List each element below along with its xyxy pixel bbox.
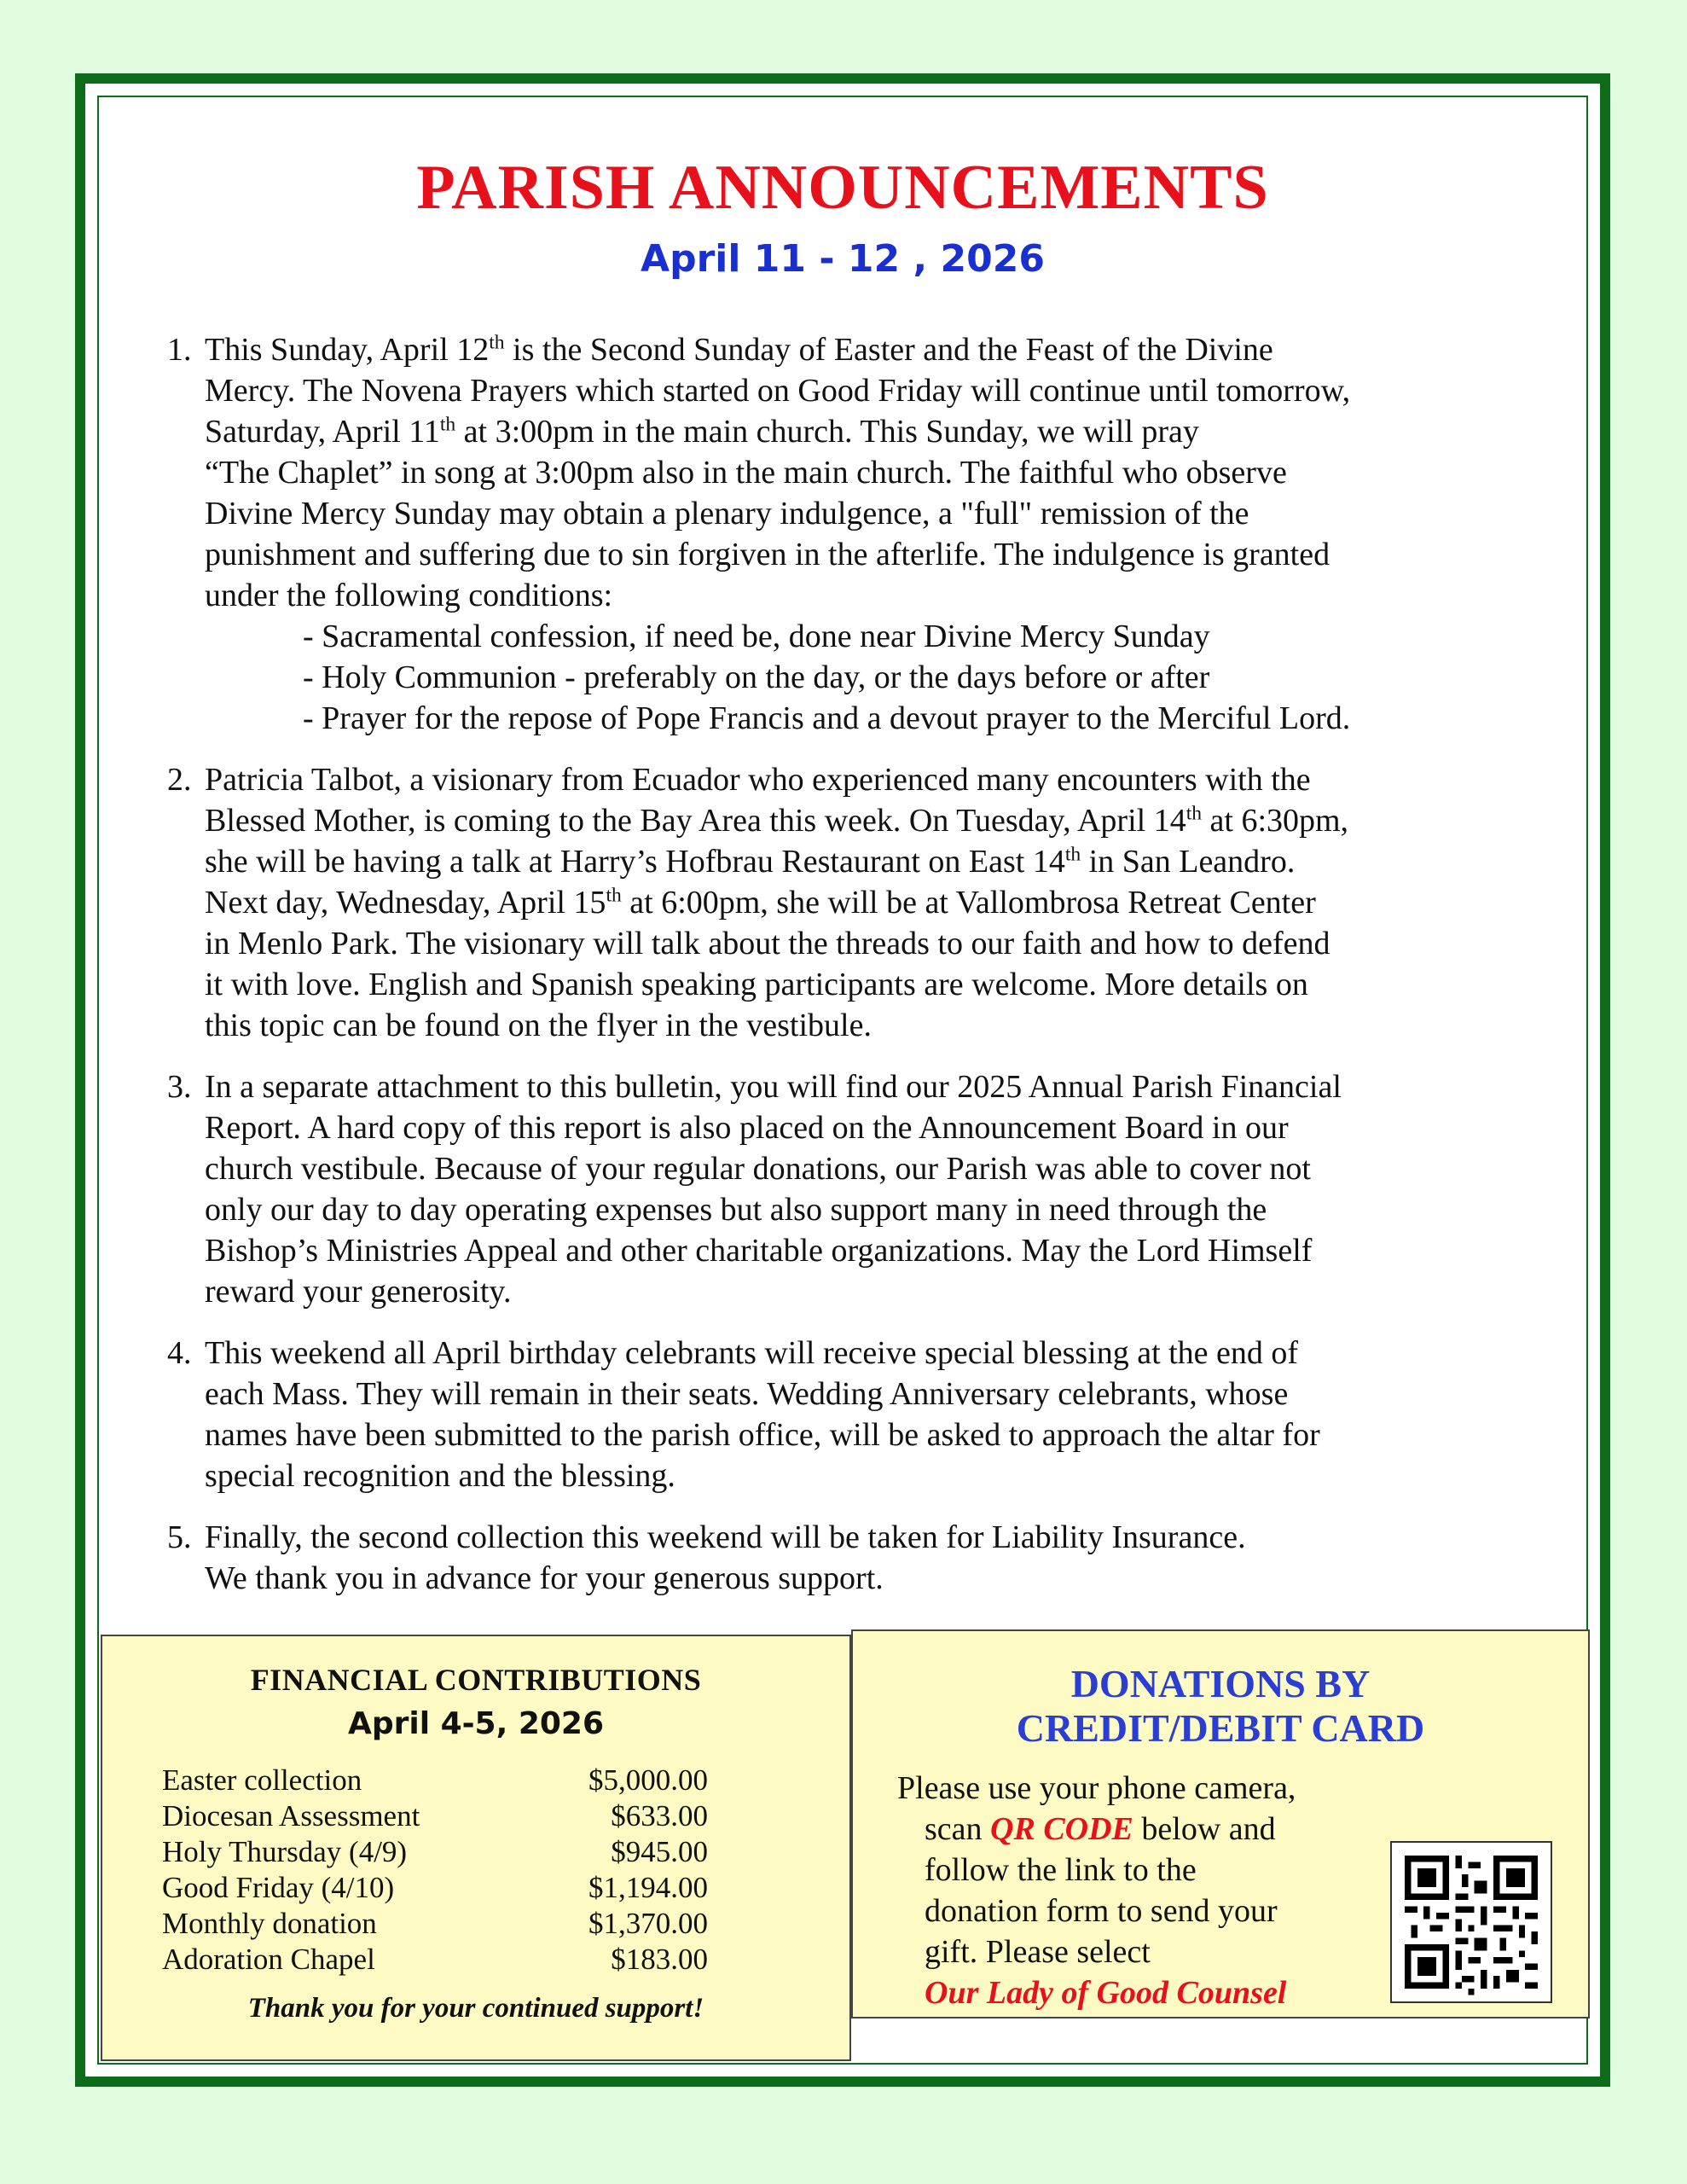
financial-thanks: Thank you for your continued support! [247, 1993, 704, 2024]
item-number: 3. [167, 1069, 192, 1105]
item-line: Divine Mercy Sunday may obtain a plenary indulgence, a "full" remission of the [205, 496, 1249, 531]
parish-name: Our Lady of Good Counsel [925, 1975, 1287, 2011]
financial-label: Holy Thursday (4/9) [162, 1835, 408, 1868]
item-line: it with love. English and Spanish speaking participants are welcome. More details on [205, 967, 1308, 1002]
qr-code-icon[interactable] [1390, 1841, 1552, 2003]
page-date: April 11 - 12 , 2026 [641, 237, 1045, 281]
bulletin-frame [75, 73, 1610, 2087]
item-line: This Sunday, April 12th is the Second Sunday of Easter and the Feast of the Divine [205, 331, 1273, 368]
item-line: Mercy. The Novena Prayers which started on Good Friday will continue until tomorrow, [205, 373, 1351, 409]
announcement-item-1 [167, 329, 1566, 739]
item-line: in Menlo Park. The visionary will talk about the threads to our faith and how to defend [205, 926, 1330, 961]
announcement-item-5 [167, 1517, 1566, 1599]
financial-row [162, 1763, 708, 1798]
financial-label: Easter collection [162, 1763, 362, 1797]
qr-code-graphic [1392, 1843, 1551, 2001]
financial-amount: $1,370.00 [588, 1907, 708, 1940]
item-number: 5. [167, 1519, 192, 1555]
announcement-item-4 [167, 1333, 1566, 1496]
donations-instructions: Please use your phone camera, scan QR CODE below and follow the link to the donation form to send your gift. Please select Our Lady of Good Counsel [897, 1768, 1409, 2013]
item-number: 4. [167, 1335, 192, 1371]
item-text: In a separate attachment to this bulletin, you will find our 2025 Annual Parish Financial Report. A hard copy of this report is also placed on the Announcement Board in our church vestibule. Because of your regular donations, our Parish was able to cover not only our day to day operating expenses but also support many in need through the Bishop’s Ministries Appeal and other charitable organizations. May the Lord Himself reward your generosity. [205, 1069, 1342, 1310]
announcement-list [167, 329, 1566, 1619]
financial-date: April 4-5, 2026 [347, 1706, 605, 1741]
condition-communion: - Holy Communion - preferably on the day, or the days before or after [303, 659, 1210, 695]
item-line: under the following conditions: [205, 578, 613, 613]
condition-confession: - Sacramental confession, if need be, done near Divine Mercy Sunday [303, 619, 1210, 654]
financial-row [162, 1870, 708, 1906]
financial-label: Adoration Chapel [162, 1943, 375, 1976]
item-text: This weekend all April birthday celebrants will receive special blessing at the end of each Mass. They will remain in their seats. Wedding Anniversary celebrants, whose names have been submitted to the parish office, will be asked to approach the altar for special recognition and the blessing. [205, 1335, 1320, 1494]
qr-code-label: QR CODE [990, 1811, 1133, 1847]
item-text: Finally, the second collection this weekend will be taken for Liability Insurance. We thank you in advance for your generous support. [205, 1519, 1246, 1596]
financial-label: Diocesan Assessment [162, 1799, 420, 1833]
item-line: she will be having a talk at Harry’s Hofbrau Restaurant on East 14th in San Leandro. [205, 843, 1296, 880]
announcement-item-2 [167, 759, 1566, 1046]
donations-box [851, 1629, 1590, 2018]
item-line: Saturday, April 11th at 3:00pm in the main church. This Sunday, we will pray [205, 413, 1199, 450]
financial-row [162, 1798, 708, 1834]
financial-table [162, 1763, 708, 1978]
item-line: this topic can be found on the flyer in the vestibule. [205, 1008, 872, 1043]
financial-amount: $1,194.00 [588, 1871, 708, 1904]
item-line: Blessed Mother, is coming to the Bay Area this week. On Tuesday, April 14th at 6:30pm, [205, 802, 1349, 839]
financial-amount: $945.00 [611, 1835, 708, 1868]
financial-label: Good Friday (4/10) [162, 1871, 395, 1904]
financial-amount: $183.00 [611, 1943, 708, 1976]
financial-label: Monthly donation [162, 1907, 377, 1940]
item-line: Patricia Talbot, a visionary from Ecuador who experienced many encounters with the [205, 762, 1311, 798]
financial-row [162, 1834, 708, 1870]
donations-title: DONATIONS BY CREDIT/DEBIT CARD [1016, 1662, 1425, 1750]
financial-row [162, 1942, 708, 1978]
financial-title: FINANCIAL CONTRIBUTIONS [250, 1663, 702, 1697]
page-title: PARISH ANNOUNCEMENTS [416, 153, 1269, 223]
item-line: Next day, Wednesday, April 15th at 6:00pm, she will be at Vallombrosa Retreat Center [205, 884, 1316, 921]
announcement-item-3 [167, 1066, 1566, 1312]
financial-row [162, 1906, 708, 1942]
item-number: 1. [167, 332, 192, 368]
item-line: “The Chaplet” in song at 3:00pm also in the main church. The faithful who observe [205, 455, 1287, 491]
financial-amount: $5,000.00 [588, 1763, 708, 1797]
item-number: 2. [167, 762, 192, 798]
item-line: punishment and suffering due to sin forgiven in the afterlife. The indulgence is granted [205, 537, 1330, 572]
financial-contributions-box [101, 1635, 851, 2061]
financial-amount: $633.00 [611, 1799, 708, 1833]
condition-prayer: - Prayer for the repose of Pope Francis and a devout prayer to the Merciful Lord. [303, 700, 1351, 736]
